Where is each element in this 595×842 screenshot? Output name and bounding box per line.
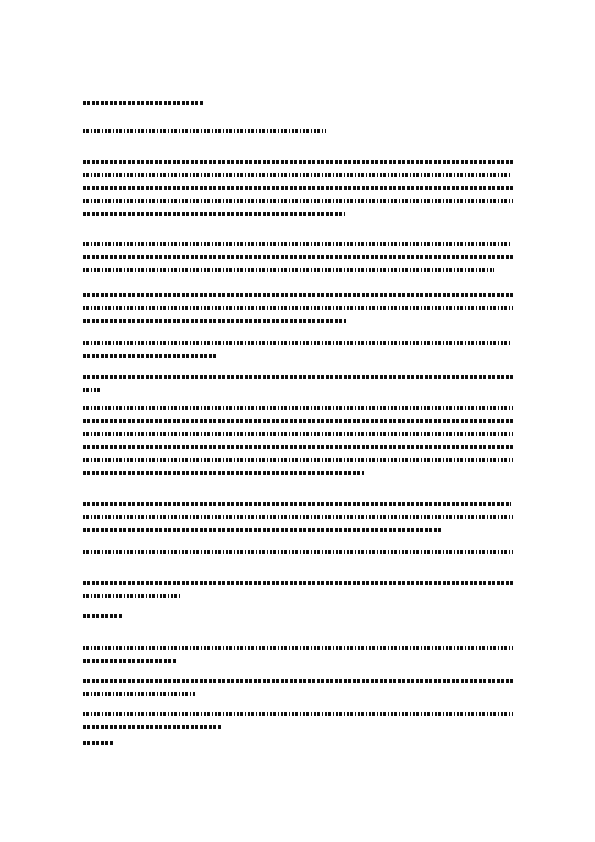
paragraph-5 [83, 375, 513, 392]
document-subheading [83, 129, 326, 133]
document-heading [83, 101, 203, 105]
paragraph-1 [83, 160, 513, 216]
paragraph-2 [83, 242, 513, 272]
paragraph-11 [83, 679, 513, 696]
paragraph-8 [83, 550, 513, 554]
paragraph-12 [83, 712, 513, 729]
closing-label [83, 741, 113, 745]
paragraph-9 [83, 581, 513, 598]
paragraph-7 [83, 502, 513, 532]
paragraph-6 [83, 406, 513, 475]
paragraph-3 [83, 293, 513, 323]
paragraph-4 [83, 341, 513, 358]
section-label [83, 614, 123, 618]
paragraph-10 [83, 646, 513, 663]
